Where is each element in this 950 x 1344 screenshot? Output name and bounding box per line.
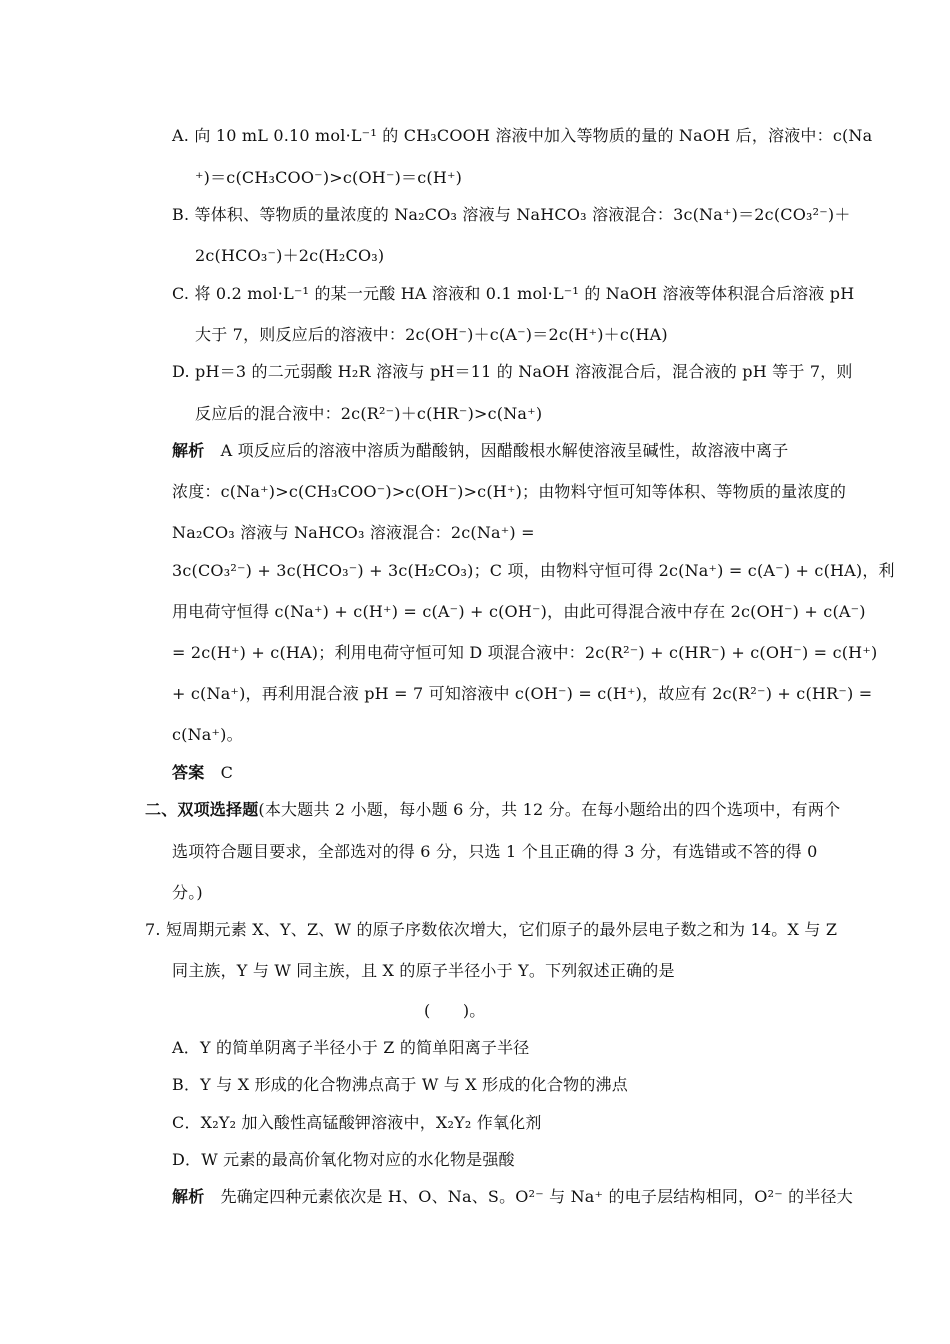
question-7-line-1: 7. 短周期元素 X、Y、Z、W 的原子序数依次增大，它们原子的最外层电子数之和为 14。X 与 Z [145, 920, 838, 939]
section-heading-line-2: 选项符合题目要求，全部选对的得 6 分，只选 1 个且正确的得 3 分，有选错或不答的得 0 [172, 842, 818, 861]
q7-option-a: A．Y 的简单阴离子半径小于 Z 的简单阳离子半径 [172, 1038, 530, 1057]
option-b-line-1: B. 等体积、等物质的量浓度的 Na₂CO₃ 溶液与 NaHCO₃ 溶液混合：3c(Na⁺)＝2c(CO₃²⁻)＋ [172, 205, 851, 224]
analysis-line-4: 3c(CO₃²⁻) + 3c(HCO₃⁻) + 3c(H₂CO₃)；C 项，由物料守恒可得 2c(Na⁺) = c(A⁻) + c(HA)，利 [172, 561, 895, 580]
q7-option-c: C．X₂Y₂ 加入酸性高锰酸钾溶液中，X₂Y₂ 作氧化剂 [172, 1113, 542, 1132]
q7-option-b: B．Y 与 X 形成的化合物沸点高于 W 与 X 形成的化合物的沸点 [172, 1075, 628, 1094]
answer-value: C [204, 763, 234, 782]
question-7-line-2: 同主族，Y 与 W 同主族，且 X 的原子半径小于 Y。下列叙述正确的是 [172, 961, 675, 980]
q7-option-d: D．W 元素的最高价氧化物对应的水化物是强酸 [172, 1150, 515, 1169]
option-d-line-1: D. pH＝3 的二元弱酸 H₂R 溶液与 pH＝11 的 NaOH 溶液混合后，混合液的 pH 等于 7，则 [172, 362, 853, 381]
option-c-line-1: C. 将 0.2 mol·L⁻¹ 的某一元酸 HA 溶液和 0.1 mol·L⁻¹ 的 NaOH 溶液等体积混合后溶液 pH [172, 284, 855, 303]
q7-analysis-text: 先确定四种元素依次是 H、O、Na、S。O²⁻ 与 Na⁺ 的电子层结构相同，O²⁻ 的半径大 [204, 1187, 853, 1206]
analysis-line-3: Na₂CO₃ 溶液与 NaHCO₃ 溶液混合：2c(Na⁺) = [172, 523, 535, 542]
analysis-line-8: c(Na⁺)。 [172, 725, 243, 744]
analysis-text: A 项反应后的溶液中溶质为醋酸钠，因醋酸根水解使溶液呈碱性，故溶液中离子 [204, 441, 789, 460]
q7-analysis-line-1 [172, 1187, 853, 1207]
analysis-line-6: = 2c(H⁺) + c(HA)；利用电荷守恒可知 D 项混合液中：2c(R²⁻) + c(HR⁻) + c(OH⁻) = c(H⁺) [172, 643, 878, 662]
analysis-line-5: 用电荷守恒得 c(Na⁺) + c(H⁺) = c(A⁻) + c(OH⁻)，由此可得混合液中存在 2c(OH⁻) + c(A⁻) [172, 602, 866, 621]
section-heading-line-3: 分。) [172, 883, 203, 902]
analysis-line-2: 浓度：c(Na⁺)>c(CH₃COO⁻)>c(OH⁻)>c(H⁺)；由物料守恒可知等体积、等物质的量浓度的 [172, 482, 847, 501]
analysis-line-7: + c(Na⁺)，再利用混合液 pH = 7 可知溶液中 c(OH⁻) = c(H⁺)，故应有 2c(R²⁻) + c(HR⁻) = [172, 684, 873, 703]
analysis-line-1 [172, 441, 788, 461]
section-description: (本大题共 2 小题，每小题 6 分，共 12 分。在每小题给出的四个选项中，有两个 [258, 800, 841, 819]
q7-analysis-label: 解析 [172, 1187, 205, 1206]
option-c-line-2: 大于 7，则反应后的溶液中：2c(OH⁻)＋c(A⁻)＝2c(H⁺)＋c(HA) [195, 325, 668, 344]
section-heading-line-1 [145, 800, 840, 820]
answer-blank: ( )。 [424, 1001, 486, 1020]
analysis-label: 解析 [172, 441, 205, 460]
section-heading: 二、双项选择题 [145, 800, 259, 819]
option-a-line-2: ⁺)＝c(CH₃COO⁻)>c(OH⁻)＝c(H⁺) [195, 168, 463, 187]
option-d-line-2: 反应后的混合液中：2c(R²⁻)＋c(HR⁻)>c(Na⁺) [195, 404, 543, 423]
answer-line [172, 763, 233, 783]
option-b-line-2: 2c(HCO₃⁻)＋2c(H₂CO₃) [195, 246, 385, 265]
option-a-line-1: A. 向 10 mL 0.10 mol·L⁻¹ 的 CH₃COOH 溶液中加入等物质的量的 NaOH 后，溶液中：c(Na [172, 126, 873, 145]
answer-label: 答案 [172, 763, 205, 782]
